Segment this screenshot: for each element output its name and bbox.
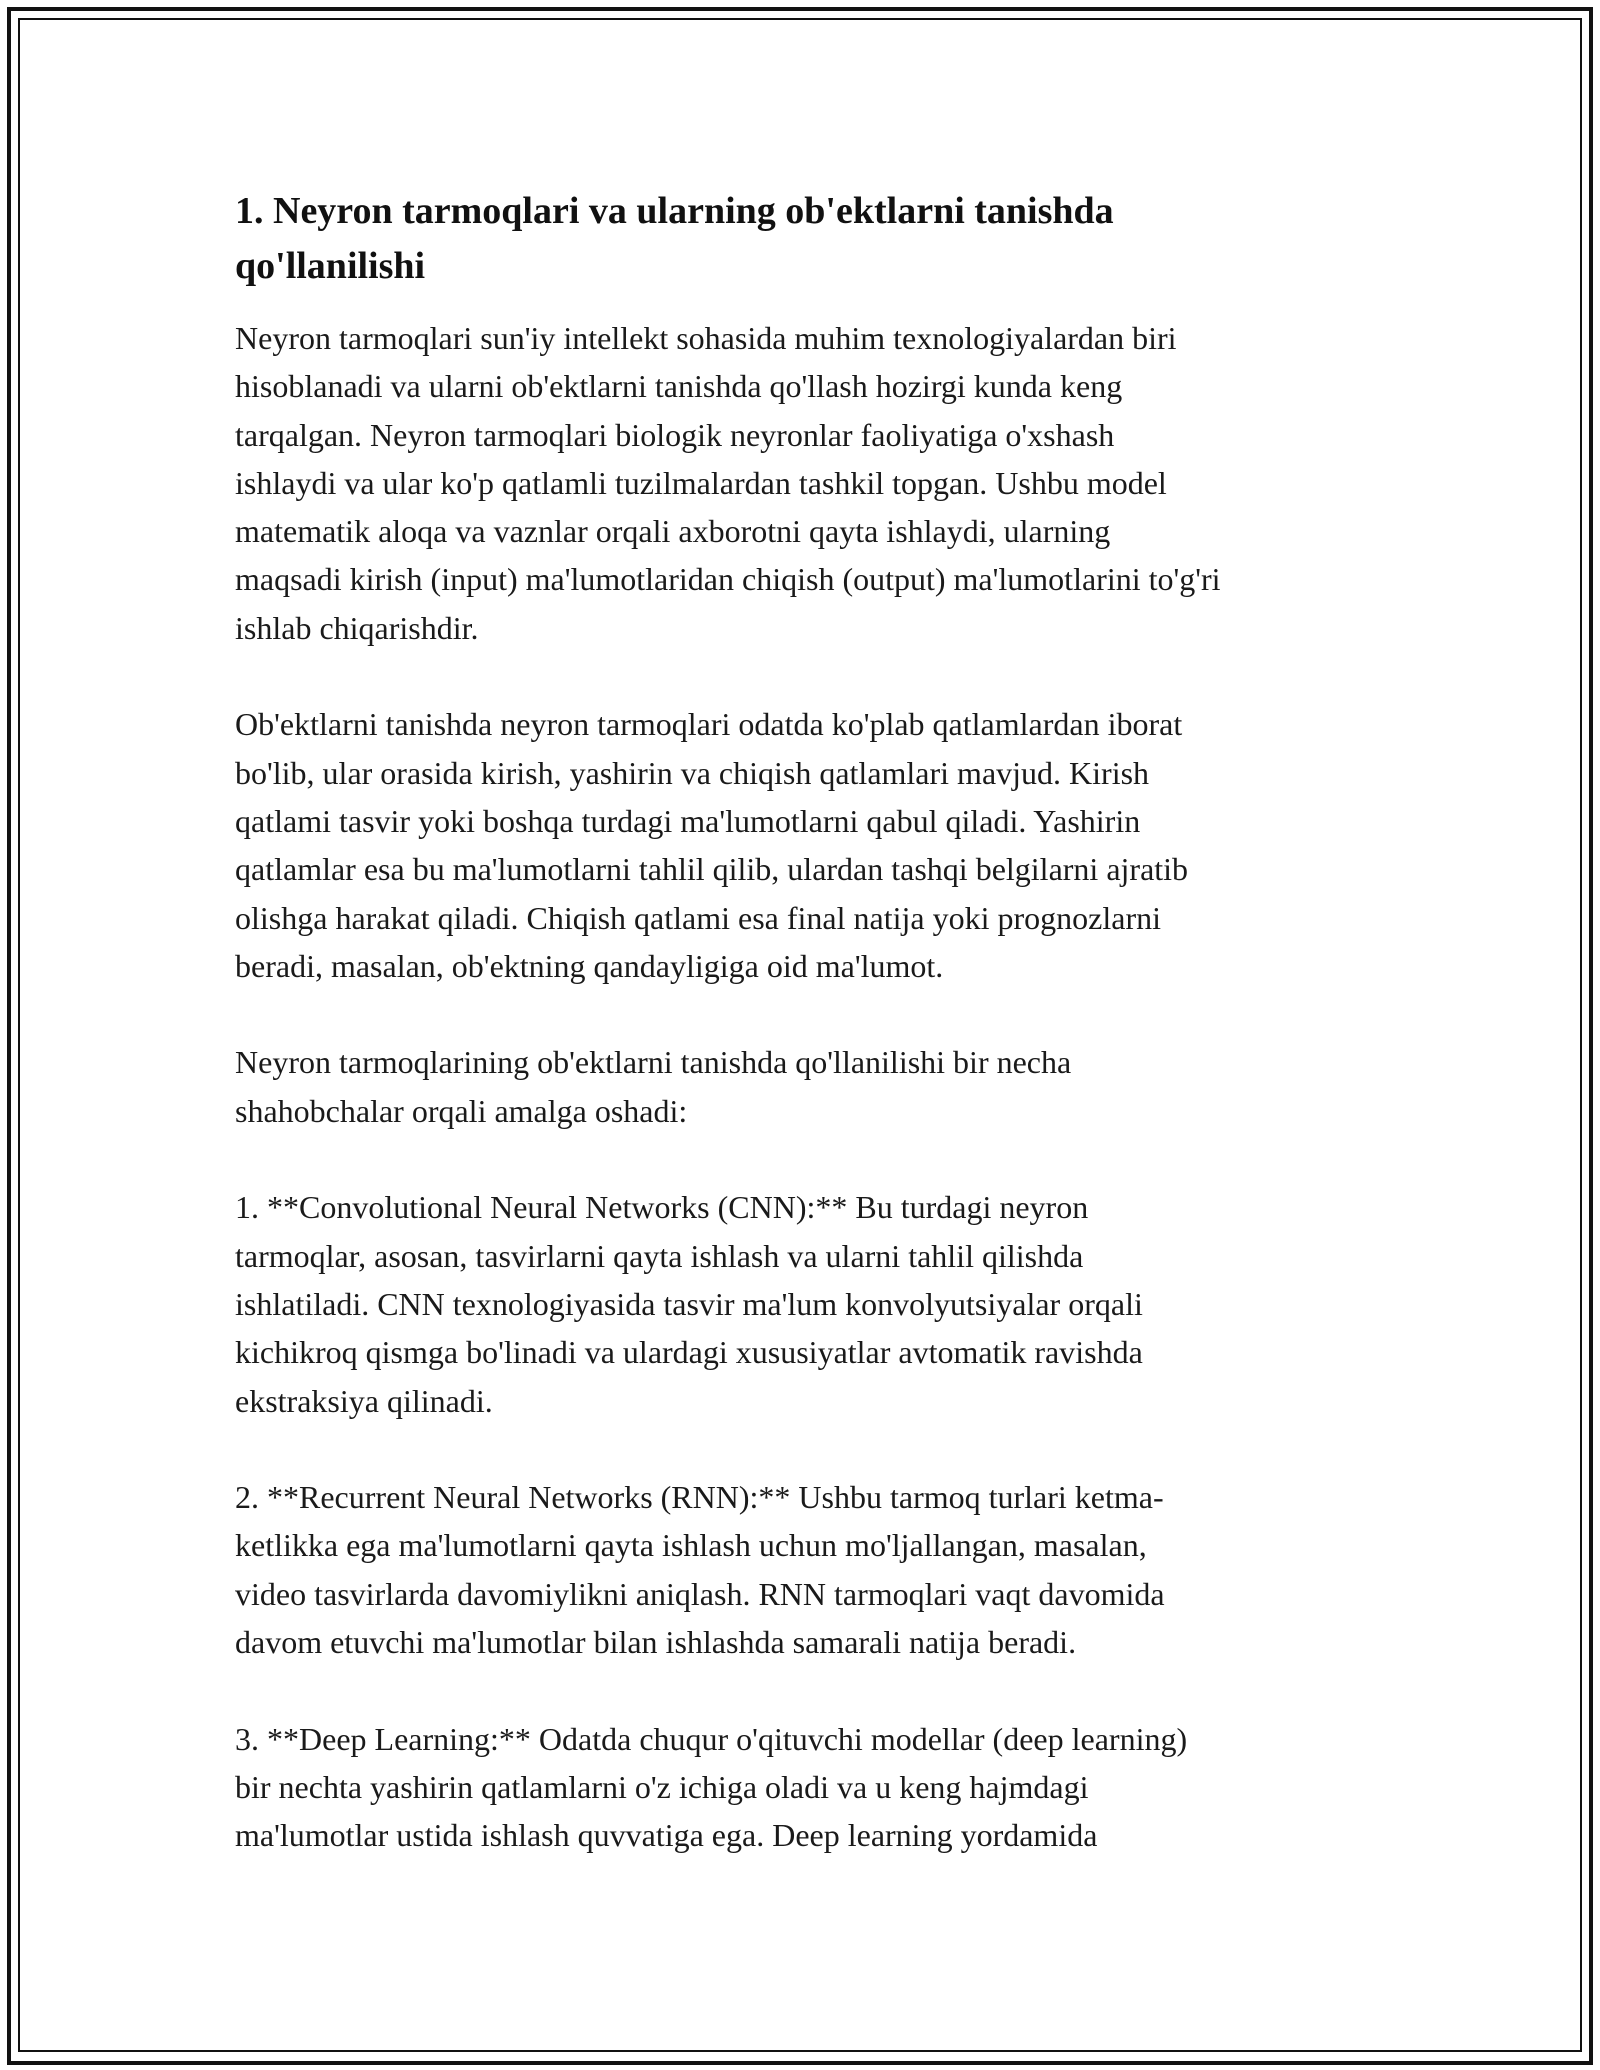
- text-line: 3. **Deep Learning:** Odatda chuqur o'qituvchi modellar (deep learning): [235, 1720, 1188, 1757]
- paragraph-applications-intro: [235, 1038, 1370, 1135]
- text-line: bir nechta yashirin qatlamlarni o'z ichiga oladi va u keng hajmdagi: [235, 1768, 1089, 1805]
- text-line: ekstraksiya qilinadi.: [235, 1382, 493, 1419]
- text-line: beradi, masalan, ob'ektning qandayligiga oid ma'lumot.: [235, 947, 944, 984]
- text-line: davom etuvchi ma'lumotlar bilan ishlashda samarali natija beradi.: [235, 1624, 1077, 1661]
- text-line: ma'lumotlar ustida ishlash quvvatiga ega. Deep learning yordamida: [235, 1817, 1098, 1854]
- text-line: ishlaydi va ular ko'p qatlamli tuzilmalardan tashkil topgan. Ushbu model: [235, 464, 1167, 501]
- text-line: 2. **Recurrent Neural Networks (RNN):** Ushbu tarmoq turlari ketma-: [235, 1479, 1164, 1516]
- text-line: shahobchalar orqali amalga oshadi:: [235, 1092, 688, 1129]
- text-line: tarqalgan. Neyron tarmoqlari biologik neyronlar faoliyatiga o'xshash: [235, 416, 1115, 453]
- text-line: bo'lib, ular orasida kirish, yashirin va chiqish qatlamlari mavjud. Kirish: [235, 754, 1150, 791]
- text-line: video tasvirlarda davomiylikni aniqlash. RNN tarmoqlari vaqt davomida: [235, 1575, 1165, 1612]
- text-line: tarmoqlar, asosan, tasvirlarni qayta ishlash va ularni tahlil qilishda: [235, 1237, 1084, 1274]
- text-line: qatlami tasvir yoki boshqa turdagi ma'lumotlarni qabul qiladi. Yashirin: [235, 802, 1141, 839]
- text-line: maqsadi kirish (input) ma'lumotlaridan chiqish (output) ma'lumotlarini to'g'ri: [235, 561, 1221, 598]
- text-line: ketlikka ega ma'lumotlarni qayta ishlash uchun mo'ljallangan, masalan,: [235, 1527, 1147, 1564]
- heading-line: qo'llanilishi: [235, 245, 426, 287]
- text-line: ishlab chiqarishdir.: [235, 609, 479, 646]
- text-line: hisoblanadi va ularni ob'ektlarni tanishda qo'llash hozirgi kunda keng: [235, 368, 1123, 405]
- section-heading: [235, 184, 1370, 294]
- text-line: 1. **Convolutional Neural Networks (CNN):** Bu turdagi neyron: [235, 1189, 1089, 1226]
- paragraph-intro: [235, 314, 1370, 652]
- text-line: Neyron tarmoqlari sun'iy intellekt sohasida muhim texnologiyalardan biri: [235, 320, 1177, 356]
- document-body: [235, 184, 1370, 1860]
- text-line: Neyron tarmoqlarining ob'ektlarni tanishda qo'llanilishi bir necha: [235, 1044, 1072, 1081]
- text-line: olishga harakat qiladi. Chiqish qatlami esa final natija yoki prognozlarni: [235, 899, 1161, 936]
- text-line: ishlatiladi. CNN texnologiyasida tasvir ma'lum konvolyutsiyalar orqali: [235, 1285, 1143, 1322]
- list-item-rnn: [235, 1473, 1370, 1666]
- text-line: matematik aloqa va vaznlar orqali axborotni qayta ishlaydi, ularning: [235, 513, 1111, 550]
- list-item-cnn: [235, 1183, 1370, 1424]
- list-item-deep-learning: [235, 1715, 1370, 1860]
- text-line: qatlamlar esa bu ma'lumotlarni tahlil qilib, ulardan tashqi belgilarni ajratib: [235, 851, 1189, 888]
- text-line: Ob'ektlarni tanishda neyron tarmoqlari odatda ko'plab qatlamlardan iborat: [235, 706, 1183, 743]
- heading-line: 1. Neyron tarmoqlari va ularning ob'ektlarni tanishda: [235, 190, 1114, 232]
- paragraph-layers: [235, 700, 1370, 990]
- text-line: kichikroq qismga bo'linadi va ulardagi xususiyatlar avtomatik ravishda: [235, 1334, 1143, 1371]
